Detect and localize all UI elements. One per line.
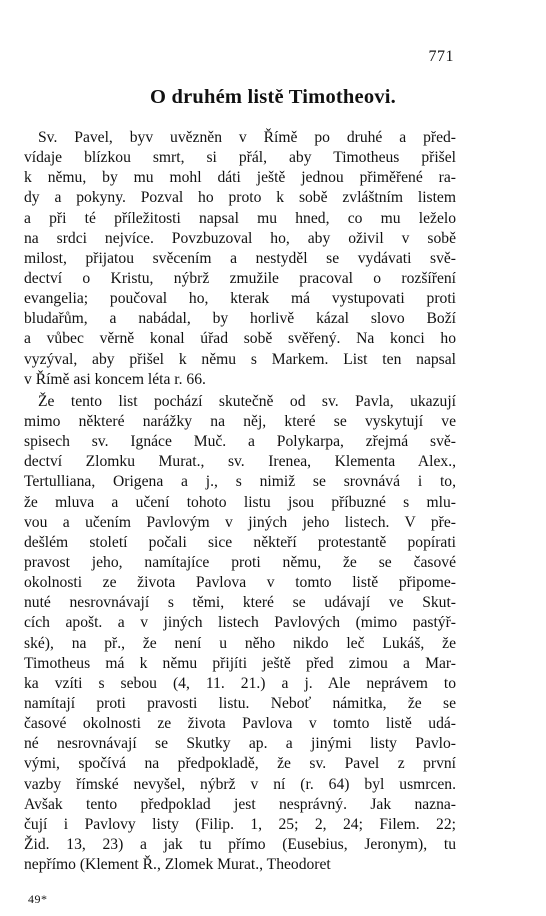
text-line: ka vzíti s sebou (4, 11. 21.) a j. Ale neprávem to	[24, 674, 456, 692]
page-title: O druhém listě Timotheovi.	[150, 86, 396, 108]
text-line: evangelia; poučoval ho, kterak má vystupovati proti	[24, 290, 456, 308]
body-text	[24, 128, 456, 875]
text-line: ské), na př., že není u něho nikdo leč Lukáš, že	[24, 634, 456, 652]
text-line: dešlém století počali sice někteří protestantě popírati	[24, 533, 456, 551]
text-line: vými, spočívá na předpokladě, že sv. Pavel z první	[24, 755, 456, 773]
text-line: Avšak tento předpoklad jest nesprávný. Jak nazna-	[24, 795, 456, 813]
text-line: né nesrovnávají se Skutky ap. a jinými listy Pavlo-	[24, 735, 456, 753]
text-line: nepřímo (Klement Ř., Zlomek Murat., Theodoret	[24, 856, 331, 874]
text-line: milost, přijatou svěcením a nestyděl se vydávati svě-	[24, 249, 456, 267]
text-line: Že tento list pochází skutečně od sv. Pavla, ukazují	[38, 392, 456, 410]
text-line: Žid. 13, 23) a jak tu přímo (Eusebius, Jeronym), tu	[24, 835, 456, 853]
text-line: dy a pokyny. Pozval ho proto k sobě zvláštním listem	[24, 189, 456, 207]
text-line: na srdci nejvíce. Povzbuzoval ho, aby oživil v sobě	[24, 229, 456, 247]
text-line: k němu, by mu mohl dáti ještě jednou přiměřené ra-	[24, 169, 456, 187]
text-line: bludařům, a nabádal, by horlivě kázal slovo Boží	[24, 310, 456, 328]
text-line: Timotheus má k němu přijíti ještě před zimou a Mar-	[24, 654, 456, 672]
printer-signature: 49*	[28, 892, 48, 906]
text-line: a vůbec věrně konal úřad sobě svěřený. Na konci ho	[24, 330, 456, 348]
text-line: v Římě asi koncem léta r. 66.	[24, 370, 206, 388]
text-line: a při té příležitosti napsal mu hned, co mu leželo	[24, 209, 456, 227]
text-line: pravost jeho, namítajíce proti němu, že se časové	[24, 553, 456, 571]
page-number: 771	[428, 48, 454, 65]
text-line: vyzýval, aby přišel k němu s Markem. List ten napsal	[24, 350, 456, 368]
text-line: nuté nesrovnávají s těmi, které se udávají ve Skut-	[24, 594, 456, 612]
text-line: Tertulliana, Origena a j., s nimiž se srovnává i to,	[24, 473, 456, 491]
paragraph	[24, 128, 456, 390]
text-line: čují i Pavlovy listy (Filip. 1, 25; 2, 24; Filem. 22;	[24, 815, 456, 833]
text-line: Sv. Pavel, byv uvězněn v Římě po druhé a před-	[38, 129, 456, 146]
text-line: cích apošt. a v jiných listech Pavlových (mimo pastýř-	[24, 614, 456, 632]
text-line: že mluva a učení tohoto listu jsou příbuzné s mlu-	[24, 493, 456, 511]
text-line: vazby římské nevyšel, nýbrž v ní (r. 64) byl usmrcen.	[24, 775, 456, 793]
text-line: namítají proti pravosti listu. Neboť námitka, že se	[24, 694, 456, 712]
text-line: mimo některé narážky na něj, které se vyskytují ve	[24, 412, 456, 430]
text-line: okolnosti ze života Pavlova v tomto listě připome-	[24, 574, 456, 592]
text-line: dectví o Kristu, nýbrž zmužile pracoval o rozšíření	[24, 269, 456, 287]
text-line: časové okolnosti ze života Pavlova v tomto listě udá-	[24, 715, 456, 733]
paragraph	[24, 392, 456, 875]
text-line: dectví Zlomku Murat., sv. Irenea, Klementa Alex.,	[24, 453, 456, 471]
text-line: vídaje blízkou smrt, si přál, aby Timotheus přišel	[24, 149, 456, 167]
text-line: spisech sv. Ignáce Muč. a Polykarpa, zřejmá svě-	[24, 433, 456, 451]
text-line: vou a učením Pavlovým v jiných jeho listech. V pře-	[24, 513, 456, 531]
